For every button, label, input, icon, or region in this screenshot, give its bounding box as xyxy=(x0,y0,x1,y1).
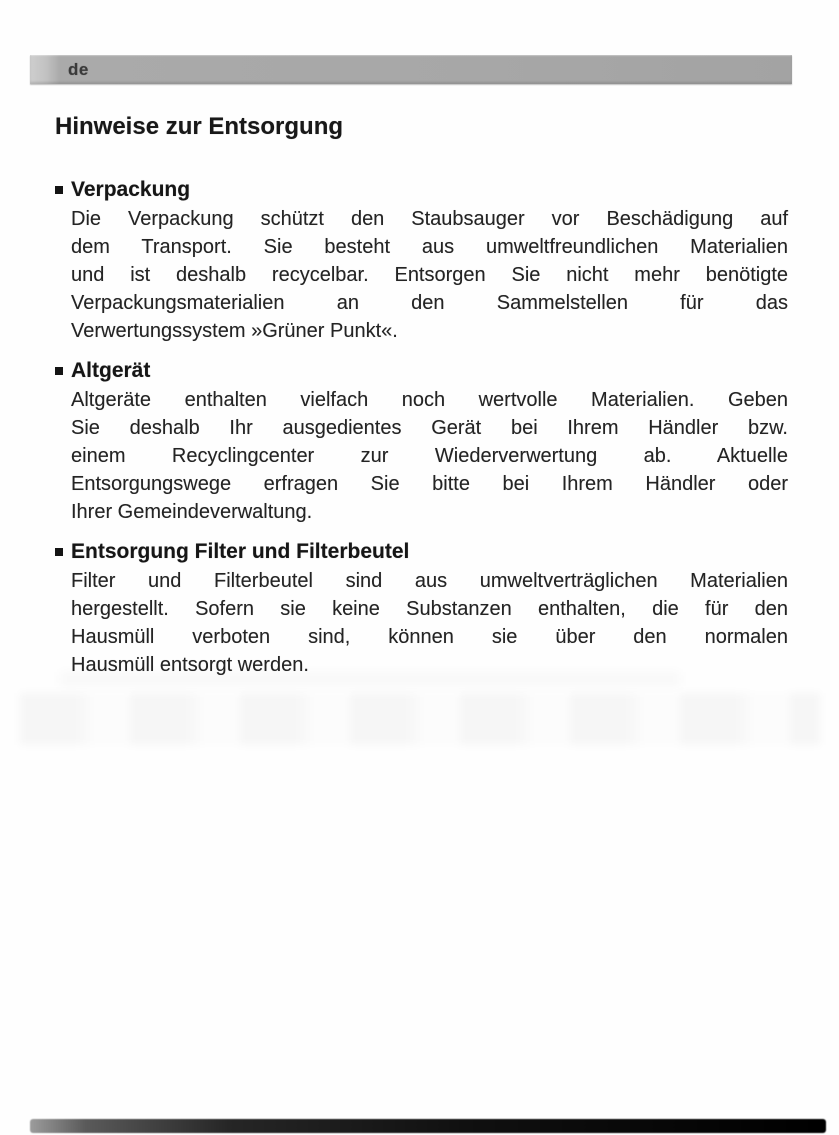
section-heading: Entsorgung Filter und Filterbeutel xyxy=(71,540,410,563)
section-packaging xyxy=(55,175,788,345)
scan-footer-bar xyxy=(30,1119,826,1133)
language-label: de xyxy=(68,59,89,79)
body-line: Die Verpackung schützt den Staubsauger vor Beschädigung auf xyxy=(71,208,788,230)
square-bullet-icon xyxy=(55,548,63,556)
body-line: Verpackungsmaterialien an den Sammelstellen für das xyxy=(71,292,788,314)
body-line: Verwertungssystem »Grüner Punkt«. xyxy=(71,320,398,342)
section-heading-row xyxy=(55,175,788,205)
section-heading: Verpackung xyxy=(71,178,191,201)
page-content xyxy=(55,112,788,690)
section-old-appliance xyxy=(55,356,788,526)
section-heading-row xyxy=(55,356,788,386)
square-bullet-icon xyxy=(55,367,63,375)
square-bullet-icon xyxy=(55,186,63,194)
body-line: Altgeräte enthalten vielfach noch wertvolle Materialien. Geben xyxy=(71,389,788,411)
section-body xyxy=(71,205,788,345)
section-heading: Altgerät xyxy=(71,359,151,382)
body-line: hergestellt. Sofern sie keine Substanzen enthalten, die für den xyxy=(71,598,788,620)
body-line: Hausmüll verboten sind, können sie über den normalen xyxy=(71,626,788,648)
section-filter-disposal xyxy=(55,537,788,679)
body-line: dem Transport. Sie besteht aus umweltfreundlichen Materialien xyxy=(71,236,788,258)
scan-bleedthrough-band xyxy=(20,693,820,745)
body-line: Entsorgungswege erfragen Sie bitte bei Ihrem Händler oder xyxy=(71,473,788,495)
body-line: und ist deshalb recycelbar. Entsorgen Sie nicht mehr benötigte xyxy=(71,264,788,286)
section-body xyxy=(71,567,788,679)
language-bar xyxy=(30,55,792,84)
body-line: Ihrer Gemeindeverwaltung. xyxy=(71,501,313,523)
page-title: Hinweise zur Entsorgung xyxy=(55,113,344,140)
section-body xyxy=(71,386,788,526)
body-line: Filter und Filterbeutel sind aus umweltverträglichen Materialien xyxy=(71,570,788,592)
body-line: Sie deshalb Ihr ausgedientes Gerät bei Ihrem Händler bzw. xyxy=(71,417,788,439)
section-heading-row xyxy=(55,537,788,567)
body-line: einem Recyclingcenter zur Wiederverwertung ab. Aktuelle xyxy=(71,445,788,467)
body-line: Hausmüll entsorgt werden. xyxy=(71,654,309,676)
